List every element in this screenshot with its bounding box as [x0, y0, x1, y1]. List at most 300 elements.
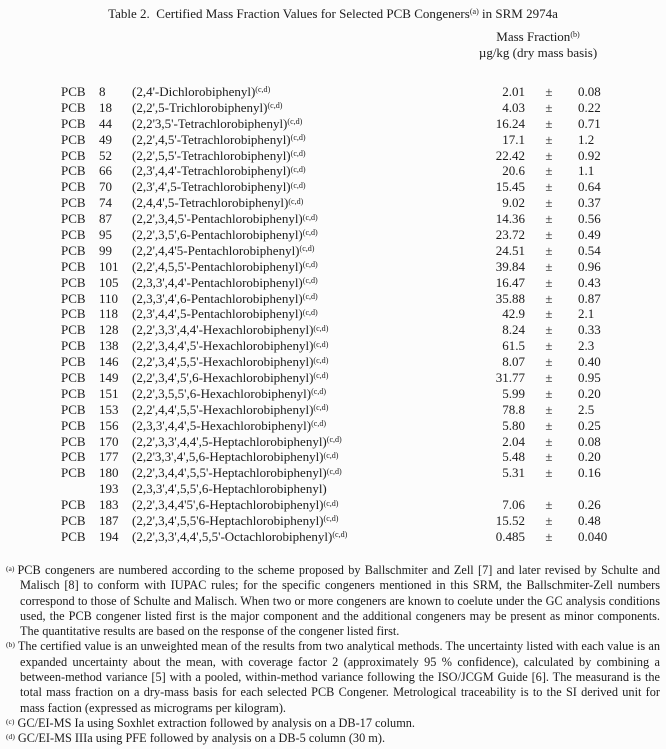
plus-minus-sign: ±	[545, 528, 553, 544]
congener-name	[132, 354, 455, 370]
pcb-prefix: PCB	[61, 528, 86, 544]
congener-footnote-marker: (c,d)	[313, 355, 329, 365]
row-left-margin	[0, 402, 61, 418]
congener-footnote-marker: (c,d)	[302, 276, 318, 286]
pcb-prefix: PCB	[61, 385, 86, 401]
table-row	[0, 354, 666, 370]
table-row	[0, 513, 666, 529]
congener-number: 8	[99, 84, 106, 99]
congener-name-text: (2,2',3,5,5',6-Hexachlorobiphenyl)	[132, 385, 312, 401]
pcb-prefix: PCB	[61, 274, 86, 290]
mass-fraction-value: 8.07	[502, 354, 525, 370]
uncertainty-value: 0.87	[578, 290, 601, 306]
congener-name	[132, 163, 455, 179]
congener-name-text: (2,2',3,4',5,5'6-Heptachlorobiphenyl)	[132, 513, 324, 529]
footnote-marker: (b)	[6, 640, 15, 650]
congener-name	[132, 322, 455, 338]
uncertainty-value: 0.54	[578, 242, 601, 258]
congener-name-text: (2,2',3,4',5',6-Hexachlorobiphenyl)	[132, 370, 314, 386]
pcb-prefix: PCB	[61, 84, 86, 99]
congener-name-text: (2,2',4,5'-Tetrachlorobiphenyl)	[132, 131, 291, 147]
footnote-marker: (d)	[6, 731, 15, 741]
congener-name	[132, 386, 455, 402]
uncertainty-value: 0.20	[578, 449, 601, 465]
plus-minus-sign: ±	[545, 306, 553, 322]
row-left-margin	[0, 100, 61, 116]
mass-fraction-value: 8.24	[502, 322, 525, 338]
plus-minus-sign: ±	[545, 513, 553, 529]
congener-name-text: (2,3',4,4',5-Pentachlorobiphenyl)	[132, 306, 303, 322]
uncertainty-value: 0.22	[578, 99, 601, 115]
row-left-margin	[0, 275, 61, 291]
congener-name-text: (2,3,3',4',5,5',6-Heptachlorobiphenyl)	[132, 481, 327, 497]
uncertainty-value: 0.26	[578, 497, 601, 513]
uncertainty-value: 0.25	[578, 417, 601, 433]
pcb-prefix: PCB	[61, 258, 86, 274]
table-row	[0, 132, 666, 148]
table-row	[0, 338, 666, 354]
table-row	[0, 481, 666, 497]
uncertainty-value: 0.96	[578, 258, 601, 274]
congener-number: 146	[99, 354, 119, 370]
row-left-margin	[0, 481, 61, 497]
congener-name	[132, 259, 455, 275]
plus-minus-sign: ±	[545, 179, 553, 195]
pcb-prefix: PCB	[61, 163, 86, 179]
pcb-prefix: PCB	[61, 306, 86, 322]
row-left-margin	[0, 418, 61, 434]
mass-fraction-value: 5.31	[502, 465, 525, 481]
congener-name	[132, 338, 455, 354]
table-row	[0, 163, 666, 179]
pcb-prefix: PCB	[61, 497, 86, 513]
plus-minus-sign: ±	[545, 84, 553, 99]
congener-number: 187	[99, 513, 119, 529]
mass-fraction-value: 15.52	[495, 513, 525, 529]
row-left-margin	[0, 291, 61, 307]
mass-fraction-value: 5.99	[502, 385, 525, 401]
congener-name	[132, 275, 455, 291]
congener-name	[132, 227, 455, 243]
uncertainty-value: 1.1	[578, 163, 595, 179]
congener-number: 118	[99, 306, 119, 322]
pcb-prefix: PCB	[61, 370, 86, 386]
plus-minus-sign: ±	[545, 338, 553, 354]
congener-name-text: (2,2',4,4',5,5'-Hexachlorobiphenyl)	[132, 401, 314, 417]
mass-fraction-value: 22.42	[495, 147, 525, 163]
row-left-margin	[0, 338, 61, 354]
congener-name-text: (2,2',3,3',4,4',5-Heptachlorobiphenyl)	[132, 433, 327, 449]
congener-name-text: (2,2',3,3',4,4',5,5'-Octachlorobiphenyl)	[132, 528, 333, 544]
row-left-margin	[0, 465, 61, 481]
table-row	[0, 465, 666, 481]
row-left-margin	[0, 449, 61, 465]
pcb-prefix: PCB	[61, 115, 86, 131]
table-row	[0, 434, 666, 450]
row-left-margin	[0, 243, 61, 259]
uncertainty-value: 0.95	[578, 370, 601, 386]
pcb-prefix: PCB	[61, 147, 86, 163]
uncertainty-value: 0.92	[578, 147, 601, 163]
plus-minus-sign: ±	[545, 258, 553, 274]
mass-fraction-value: 5.80	[502, 417, 525, 433]
plus-minus-sign: ±	[545, 242, 553, 258]
uncertainty-value: 0.49	[578, 227, 601, 243]
congener-name	[132, 497, 455, 513]
congener-number: 99	[99, 242, 112, 258]
congener-footnote-marker: (c,d)	[287, 117, 303, 127]
congener-name	[132, 418, 455, 434]
uncertainty-value: 0.08	[578, 84, 601, 99]
row-left-margin	[0, 306, 61, 322]
congener-name	[132, 100, 455, 116]
plus-minus-sign: ±	[545, 401, 553, 417]
table-row	[0, 449, 666, 465]
row-left-margin	[0, 322, 61, 338]
table-row	[0, 195, 666, 211]
congener-footnote-marker: (c,d)	[311, 419, 327, 429]
plus-minus-sign: ±	[545, 417, 553, 433]
footnote	[6, 639, 660, 715]
plus-minus-sign: ±	[545, 131, 553, 147]
congener-name-text: (2,2',3,5',6-Pentachlorobiphenyl)	[132, 227, 303, 243]
table-row	[0, 275, 666, 291]
congener-number: 177	[99, 449, 119, 465]
congener-footnote-marker: (c,d)	[302, 291, 318, 301]
mass-fraction-value: 2.04	[502, 433, 525, 449]
pcb-prefix: PCB	[61, 449, 86, 465]
footnote	[6, 731, 660, 746]
congener-number: 149	[99, 370, 119, 386]
plus-minus-sign: ±	[545, 433, 553, 449]
congener-footnote-marker: (c,d)	[323, 450, 339, 460]
congener-name-text: (2,2',3,4,4',5,5'-Heptachlorobiphenyl)	[132, 465, 327, 481]
congener-footnote-marker: (c,d)	[323, 498, 339, 508]
mass-fraction-value: 35.88	[495, 290, 525, 306]
congener-number: 194	[99, 528, 119, 544]
congener-name	[132, 306, 455, 322]
table-row	[0, 386, 666, 402]
congener-footnote-marker: (c,d)	[290, 133, 306, 143]
table-row	[0, 211, 666, 227]
plus-minus-sign: ±	[545, 290, 553, 306]
congener-name-text: (2,3',4,4'-Tetrachlorobiphenyl)	[132, 163, 291, 179]
congener-name	[132, 211, 455, 227]
row-left-margin	[0, 195, 61, 211]
congener-name-text: (2,2'3,5'-Tetrachlorobiphenyl)	[132, 115, 288, 131]
uncertainty-value: 0.37	[578, 195, 601, 211]
table-row	[0, 148, 666, 164]
pcb-prefix	[61, 481, 99, 497]
congener-name	[132, 291, 455, 307]
uncertainty-value: 0.040	[578, 528, 608, 544]
congener-footnote-marker: (c,d)	[290, 164, 306, 174]
congener-name-text: (2,2',3,4,5'-Pentachlorobiphenyl)	[132, 211, 303, 227]
row-left-margin	[0, 179, 61, 195]
congener-footnote-marker: (c,d)	[326, 434, 342, 444]
table-row	[0, 259, 666, 275]
mass-fraction-value: 2.01	[502, 84, 525, 99]
congener-name	[132, 434, 455, 450]
uncertainty-value: 0.56	[578, 211, 601, 227]
table-row	[0, 227, 666, 243]
congener-name-text: (2,3,3',4',6-Pentachlorobiphenyl)	[132, 290, 303, 306]
congener-footnote-marker: (c,d)	[326, 466, 342, 476]
congener-name	[132, 132, 455, 148]
mass-fraction-value: 78.8	[502, 401, 525, 417]
mass-fraction-value: 31.77	[495, 370, 525, 386]
plus-minus-sign: ±	[545, 211, 553, 227]
plus-minus-sign: ±	[545, 99, 553, 115]
congener-name	[132, 529, 455, 545]
uncertainty-value: 2.1	[578, 306, 595, 322]
uncertainty-value: 2.5	[578, 401, 595, 417]
congener-name-text: (2,3',4',5-Tetrachlorobiphenyl)	[132, 179, 291, 195]
pcb-prefix: PCB	[61, 227, 86, 243]
plus-minus-sign	[525, 481, 573, 497]
row-left-margin	[0, 163, 61, 179]
congener-name	[132, 481, 455, 497]
congener-name	[132, 116, 455, 132]
congener-number: 101	[99, 258, 119, 274]
footnote-text: GC/EI-MS IIIa using PFE followed by analysis on a DB-5 column (30 m).	[17, 731, 386, 746]
congener-footnote-marker: (c,d)	[313, 339, 329, 349]
congener-number: 105	[99, 274, 119, 290]
plus-minus-sign: ±	[545, 385, 553, 401]
row-left-margin	[0, 132, 61, 148]
congener-footnote-marker: (c,d)	[313, 403, 329, 413]
mass-fraction-value: 0.485	[495, 528, 525, 544]
mass-fraction-value: 7.06	[502, 497, 525, 513]
plus-minus-sign: ±	[545, 465, 553, 481]
uncertainty-value: 0.16	[578, 465, 601, 481]
mass-fraction-label: Mass Fraction	[496, 29, 571, 44]
congener-number: 138	[99, 338, 119, 354]
congener-number: 49	[99, 131, 112, 147]
mass-fraction-value: 39.84	[495, 258, 525, 274]
uncertainty-value: 0.48	[578, 513, 601, 529]
mass-fraction-value: 24.51	[495, 242, 525, 258]
plus-minus-sign: ±	[545, 163, 553, 179]
congener-name-text: (2,2',3,4,4',5'-Hexachlorobiphenyl)	[132, 338, 314, 354]
congener-number: 87	[99, 211, 112, 227]
pcb-prefix: PCB	[61, 211, 86, 227]
row-left-margin	[0, 211, 61, 227]
congener-number: 156	[99, 417, 119, 433]
mass-fraction-value: 20.6	[502, 163, 525, 179]
footnote	[6, 716, 660, 731]
congener-name	[132, 148, 455, 164]
pcb-prefix: PCB	[61, 290, 86, 306]
row-left-margin	[0, 148, 61, 164]
table-row	[0, 322, 666, 338]
mass-fraction-value: 4.03	[502, 99, 525, 115]
congener-footnote-marker: (c,d)	[302, 212, 318, 222]
mass-fraction-value: 15.45	[495, 179, 525, 195]
uncertainty-value: 2.3	[578, 338, 595, 354]
plus-minus-sign: ±	[545, 274, 553, 290]
congener-number: 151	[99, 385, 119, 401]
congener-name	[132, 513, 455, 529]
uncertainty-value: 0.40	[578, 354, 601, 370]
congener-number: 180	[99, 465, 119, 481]
mass-fraction-value: 16.24	[495, 115, 525, 131]
congener-name	[132, 370, 455, 386]
table-title-text: Table 2. Certified Mass Fraction Values for Selected PCB Congeners	[108, 6, 470, 21]
congener-name-text: (2,3,3',4,4'-Pentachlorobiphenyl)	[132, 274, 303, 290]
mass-fraction-value: 23.72	[495, 227, 525, 243]
congener-number: 18	[99, 99, 112, 115]
congener-name-text: (2,4,4',5-Tetrachlorobiphenyl)	[132, 195, 289, 211]
congener-name	[132, 84, 455, 100]
row-left-margin	[0, 386, 61, 402]
congener-name	[132, 195, 455, 211]
congener-name-text: (2,4'-Dichlorobiphenyl)	[132, 84, 256, 99]
congener-number: 128	[99, 322, 119, 338]
footnote	[6, 563, 660, 639]
congener-name	[132, 449, 455, 465]
mass-fraction-value: 61.5	[502, 338, 525, 354]
uncertainty-value	[573, 481, 666, 497]
congener-footnote-marker: (c,d)	[255, 85, 271, 95]
row-left-margin	[0, 370, 61, 386]
pcb-prefix: PCB	[61, 338, 86, 354]
congener-footnote-marker: (c,d)	[313, 371, 329, 381]
plus-minus-sign: ±	[545, 227, 553, 243]
table-row	[0, 243, 666, 259]
congener-name-text: (2,2',4,5,5'-Pentachlorobiphenyl)	[132, 258, 303, 274]
pcb-prefix: PCB	[61, 131, 86, 147]
congener-name	[132, 402, 455, 418]
congener-number: 170	[99, 433, 119, 449]
mass-fraction-units: µg/kg (dry mass basis)	[478, 45, 598, 60]
congener-name-text: (2,2',5,5'-Tetrachlorobiphenyl)	[132, 147, 291, 163]
mass-fraction-column-header	[452, 29, 624, 61]
pcb-prefix: PCB	[61, 179, 86, 195]
uncertainty-value: 1.2	[578, 131, 595, 147]
row-left-margin	[0, 259, 61, 275]
congener-footnote-marker: (c,d)	[288, 196, 304, 206]
pcb-prefix: PCB	[61, 513, 86, 529]
congener-name	[132, 243, 455, 259]
congener-number: 193	[99, 481, 119, 497]
plus-minus-sign: ±	[545, 195, 553, 211]
uncertainty-value: 0.20	[578, 385, 601, 401]
congener-name-text: (2,2',5-Trichlorobiphenyl)	[132, 99, 268, 115]
congener-number: 70	[99, 179, 112, 195]
congener-footnote-marker: (c,d)	[302, 307, 318, 317]
mass-fraction-value: 17.1	[502, 131, 525, 147]
uncertainty-value: 0.71	[578, 115, 601, 131]
mass-fraction-value: 9.02	[502, 195, 525, 211]
row-left-margin	[0, 116, 61, 132]
table-row	[0, 418, 666, 434]
table-row	[0, 291, 666, 307]
uncertainty-value: 0.33	[578, 322, 601, 338]
footnote-marker: (a)	[6, 563, 15, 573]
table-row	[0, 497, 666, 513]
congener-footnote-marker: (c,d)	[323, 514, 339, 524]
pcb-prefix: PCB	[61, 465, 86, 481]
congener-footnote-marker: (c,d)	[332, 530, 348, 540]
row-left-margin	[0, 84, 61, 100]
congener-table-body	[0, 84, 666, 545]
congener-footnote-marker: (c,d)	[302, 260, 318, 270]
row-left-margin	[0, 513, 61, 529]
plus-minus-sign: ±	[545, 147, 553, 163]
congener-name-text: (2,2',3,4',5,5'-Hexachlorobiphenyl)	[132, 354, 314, 370]
footnote-marker: (c)	[6, 716, 15, 726]
congener-footnote-marker: (c,d)	[311, 387, 327, 397]
mass-fraction-value: 14.36	[495, 211, 525, 227]
footnotes-section	[6, 563, 660, 747]
table-title-footnote-marker: (a)	[469, 7, 479, 17]
congener-number: 66	[99, 163, 112, 179]
uncertainty-value: 0.43	[578, 274, 601, 290]
table-row	[0, 402, 666, 418]
pcb-prefix: PCB	[61, 401, 86, 417]
row-left-margin	[0, 227, 61, 243]
mass-fraction-value: 42.9	[502, 306, 525, 322]
pcb-prefix: PCB	[61, 322, 86, 338]
table-row	[0, 370, 666, 386]
congener-number: 44	[99, 115, 112, 131]
row-left-margin	[0, 497, 61, 513]
mass-fraction-value: 5.48	[502, 449, 525, 465]
footnote-text: GC/EI-MS Ia using Soxhlet extraction followed by analysis on a DB-17 column.	[17, 715, 415, 730]
congener-name	[132, 179, 455, 195]
uncertainty-value: 0.08	[578, 433, 601, 449]
plus-minus-sign: ±	[545, 497, 553, 513]
footnote-text: The certified value is an unweighted mean of the results from two analytical methods. The uncertainty listed with each value is an expanded uncertainty about the mean, with coverage factor 2 (approximately 95 % confidence), calculated by combining a between-method variance [5] with a pooled, within-method variance following the ISO/JCGM Guide [6]. The measurand is the total mass fraction on a dry-mass basis for each selected PCB Congener. Metrological traceability is to the SI derived unit for mass faction (expressed as micrograms per kilogram).	[17, 639, 660, 715]
footnote-text: PCB congeners are numbered according to the scheme proposed by Ballschmiter and Zell [7] and later revised by Schulte and Malisch [8] to conform with IUPAC rules; for the specific congeners mentioned in this SRM, the Ballschmiter-Zell numbers correspond to those of Schulte and Malisch. When two or more congeners are known to coelute under the GC analysis conditions used, the PCB congener listed first is the major component and the additional congeners may be present as minor components. The quantitative results are based on the response of the congener listed first.	[17, 563, 660, 639]
congener-name-text: (2,2',3,3',4,4'-Hexachlorobiphenyl)	[132, 322, 314, 338]
congener-footnote-marker: (c,d)	[267, 101, 283, 111]
congener-number: 52	[99, 147, 112, 163]
congener-footnote-marker: (c,d)	[299, 244, 315, 254]
table-row	[0, 100, 666, 116]
mass-fraction-value: 16.47	[495, 274, 525, 290]
congener-number: 95	[99, 227, 112, 243]
table-row	[0, 529, 666, 545]
congener-footnote-marker: (c,d)	[290, 148, 306, 158]
table-title-suffix: in SRM 2974a	[478, 6, 558, 21]
plus-minus-sign: ±	[545, 449, 553, 465]
congener-name-text: (2,2'3,3',4',5,6-Heptachlorobiphenyl)	[132, 449, 324, 465]
plus-minus-sign: ±	[545, 354, 553, 370]
row-left-margin	[0, 529, 61, 545]
congener-name-text: (2,2',4,4'5-Pentachlorobiphenyl)	[132, 242, 300, 258]
congener-number: 183	[99, 497, 119, 513]
congener-footnote-marker: (c,d)	[290, 180, 306, 190]
pcb-prefix: PCB	[61, 354, 86, 370]
pcb-prefix: PCB	[61, 242, 86, 258]
congener-number: 74	[99, 195, 112, 211]
plus-minus-sign: ±	[545, 115, 553, 131]
mass-fraction-header-line1	[452, 29, 624, 45]
congener-name	[132, 465, 455, 481]
row-left-margin	[0, 354, 61, 370]
mass-fraction-footnote-marker: (b)	[570, 30, 580, 40]
plus-minus-sign: ±	[545, 322, 553, 338]
table-title	[0, 6, 666, 22]
table-row	[0, 179, 666, 195]
pcb-prefix: PCB	[61, 195, 86, 211]
uncertainty-value: 0.64	[578, 179, 601, 195]
congener-name-text: (2,3,3',4,4',5-Hexachlorobiphenyl)	[132, 417, 312, 433]
pcb-prefix: PCB	[61, 433, 86, 449]
plus-minus-sign: ±	[545, 370, 553, 386]
